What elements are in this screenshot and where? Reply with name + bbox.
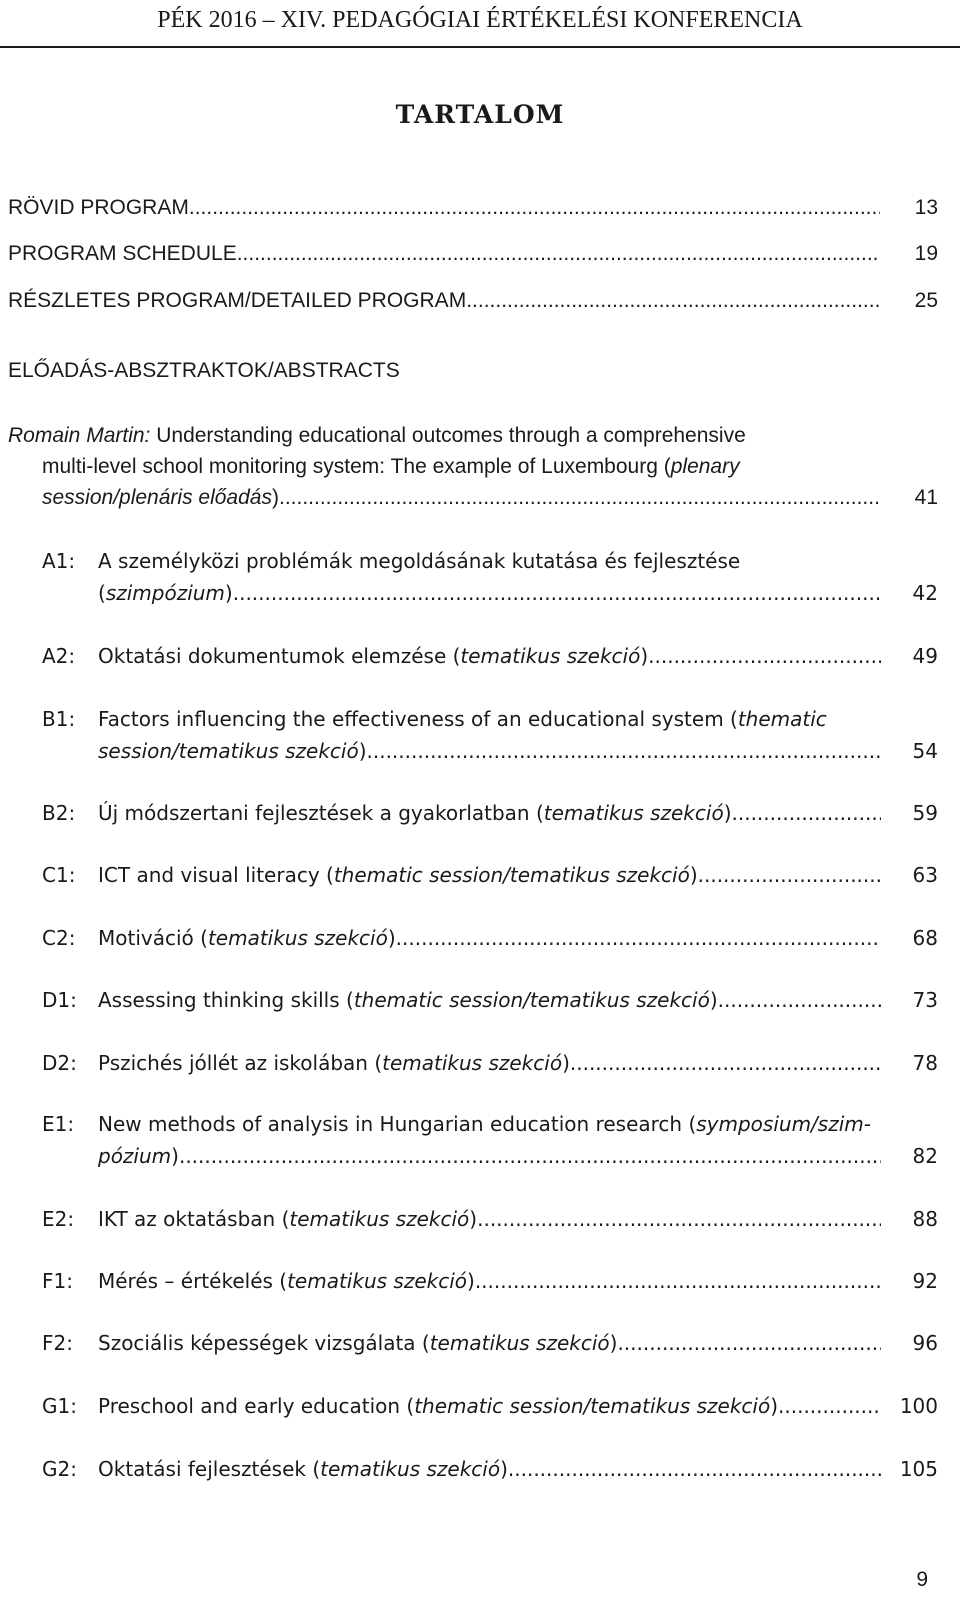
plenary-line-3 [42, 482, 880, 513]
toc-page-number: 25 [914, 289, 938, 312]
leader-dots [179, 1140, 881, 1172]
toc-entry-label: IKT az oktatásban (tematikus szekció) [98, 1207, 478, 1231]
toc-entry-label: Mérés – értékelés (tematikus szekció) [98, 1269, 475, 1293]
toc-entry-label: RÖVID PROGRAM [8, 196, 189, 219]
toc-entry-f2[interactable] [98, 1327, 881, 1359]
leader-dots [617, 1327, 881, 1359]
toc-entry-label: ICT and visual literacy (thematic session/tematikus szekció) [98, 863, 698, 887]
toc-entry-code: B2: [42, 801, 76, 825]
toc-entry-a1[interactable] [98, 545, 881, 577]
toc-entry-code: C2: [42, 926, 76, 950]
toc-page-number: 19 [914, 242, 938, 265]
leader-dots [508, 1453, 881, 1485]
toc-page-number: 78 [912, 1051, 938, 1075]
header-rule [0, 46, 960, 48]
toc-entry-label: Szociális képességek vizsgálata (tematikus szekció) [98, 1331, 618, 1355]
leader-dots [466, 285, 880, 316]
toc-entry-code: G1: [42, 1394, 77, 1418]
plenary-title-2-italic: plenary [670, 455, 740, 478]
toc-entry-code: F2: [42, 1331, 73, 1355]
toc-entry-label: RÉSZLETES PROGRAM/DETAILED PROGRAM [8, 289, 467, 312]
toc-entry-code: E2: [42, 1207, 75, 1231]
toc-entry-label: A személyközi problémák megoldásának kutatása és fejlesztése [98, 549, 741, 573]
toc-entry-label: Oktatási dokumentumok elemzése (tematikus szekció) [98, 644, 649, 668]
toc-entry-code: C1: [42, 863, 76, 887]
plenary-title-1: Understanding educational outcomes through a comprehensive [150, 424, 746, 447]
toc-entry-code: A2: [42, 644, 76, 668]
plenary-title-3-italic: session/plenáris előadás [42, 486, 272, 509]
toc-entry-code: D1: [42, 988, 77, 1012]
toc-entry-continuation [98, 1140, 881, 1172]
toc-page-number: 41 [914, 486, 938, 509]
toc-entry-label: Új módszertani fejlesztések a gyakorlatban (tematikus szekció) [98, 801, 732, 825]
toc-page-number: 73 [912, 988, 938, 1012]
plenary-title-2: multi-level school monitoring system: The example of Luxembourg ( [42, 455, 671, 478]
toc-page-number: 96 [912, 1331, 938, 1355]
toc-page-number: 63 [912, 863, 938, 887]
toc-entry-g1[interactable] [98, 1390, 881, 1422]
toc-entry-code: G2: [42, 1457, 77, 1481]
leader-dots [233, 577, 881, 609]
toc-entry-d2[interactable] [98, 1047, 881, 1079]
section-heading: ELŐADÁS-ABSZTRAKTOK/ABSTRACTS [8, 359, 400, 382]
leader-dots [367, 735, 882, 767]
leader-dots [648, 640, 881, 672]
toc-entry-d1[interactable] [98, 984, 881, 1016]
leader-dots [570, 1047, 881, 1079]
toc-entry-code: E1: [42, 1112, 75, 1136]
leader-dots [396, 922, 881, 954]
toc-entry-code: B1: [42, 707, 76, 731]
toc-entry-label-2: session/tematikus szekció) [98, 739, 367, 763]
toc-entry-e1[interactable] [98, 1108, 881, 1140]
toc-entry-label: Pszichés jóllét az iskolában (tematikus szekció) [98, 1051, 570, 1075]
toc-entry-continuation [98, 735, 881, 767]
leader-dots [778, 1390, 881, 1422]
toc-page-number: 82 [912, 1144, 938, 1168]
toc-entry-e2[interactable] [98, 1203, 881, 1235]
leader-dots [477, 1203, 881, 1235]
toc-page-number: 49 [912, 644, 938, 668]
toc-entry-program-schedule[interactable] [8, 238, 880, 269]
toc-page-number: 54 [912, 739, 938, 763]
toc-entry-b2[interactable] [98, 797, 881, 829]
toc-page-number: 59 [912, 801, 938, 825]
leader-dots [718, 984, 881, 1016]
toc-entry-code: F1: [42, 1269, 73, 1293]
toc-page-number: 42 [912, 581, 938, 605]
toc-entry-label: Assessing thinking skills (thematic session/tematikus szekció) [98, 988, 718, 1012]
leader-dots [237, 238, 880, 269]
toc-entry-code: D2: [42, 1051, 77, 1075]
plenary-line-1[interactable] [8, 420, 888, 451]
toc-entry-label: Motiváció (tematikus szekció) [98, 926, 396, 950]
toc-entry-g2[interactable] [98, 1453, 881, 1485]
toc-entry-c2[interactable] [98, 922, 881, 954]
toc-page-number: 13 [914, 196, 938, 219]
toc-entry-b1[interactable] [98, 703, 881, 735]
toc-entry-detailed-program[interactable] [8, 285, 880, 316]
toc-entry-rovid-program[interactable] [8, 192, 880, 223]
leader-dots [475, 1265, 881, 1297]
toc-entry-label: Oktatási fejlesztések (tematikus szekció) [98, 1457, 508, 1481]
toc-entry-a2[interactable] [98, 640, 881, 672]
toc-page-number: 105 [899, 1457, 938, 1481]
toc-entry-label: PROGRAM SCHEDULE [8, 242, 237, 265]
toc-page-number: 100 [899, 1394, 938, 1418]
leader-dots [732, 797, 882, 829]
toc-entry-c1[interactable] [98, 859, 881, 891]
toc-page-number: 92 [912, 1269, 938, 1293]
toc-entry-label-2: pózium) [98, 1144, 179, 1168]
running-header: PÉK 2016 – XIV. PEDAGÓGIAI ÉRTÉKELÉSI KONFERENCIA [157, 7, 803, 33]
leader-dots [698, 859, 881, 891]
plenary-title-3: ) [271, 486, 279, 509]
toc-entry-code: A1: [42, 549, 76, 573]
leader-dots [279, 482, 880, 513]
plenary-line-2 [42, 451, 888, 482]
plenary-author: Romain Martin: [8, 424, 151, 447]
leader-dots [189, 192, 880, 223]
toc-entry-label: Factors influencing the effectiveness of an educational system (thematic [98, 707, 827, 731]
toc-page-number: 88 [912, 1207, 938, 1231]
page-title: TARTALOM [395, 100, 565, 129]
toc-entry-label: New methods of analysis in Hungarian education research (symposium/szim- [98, 1112, 871, 1136]
toc-entry-f1[interactable] [98, 1265, 881, 1297]
page-number: 9 [916, 1568, 928, 1591]
toc-entry-continuation [98, 577, 881, 609]
toc-entry-label-2: (szimpózium) [98, 581, 233, 605]
toc-page-number: 68 [912, 926, 938, 950]
toc-entry-label: Preschool and early education (thematic session/tematikus szekció) [98, 1394, 779, 1418]
